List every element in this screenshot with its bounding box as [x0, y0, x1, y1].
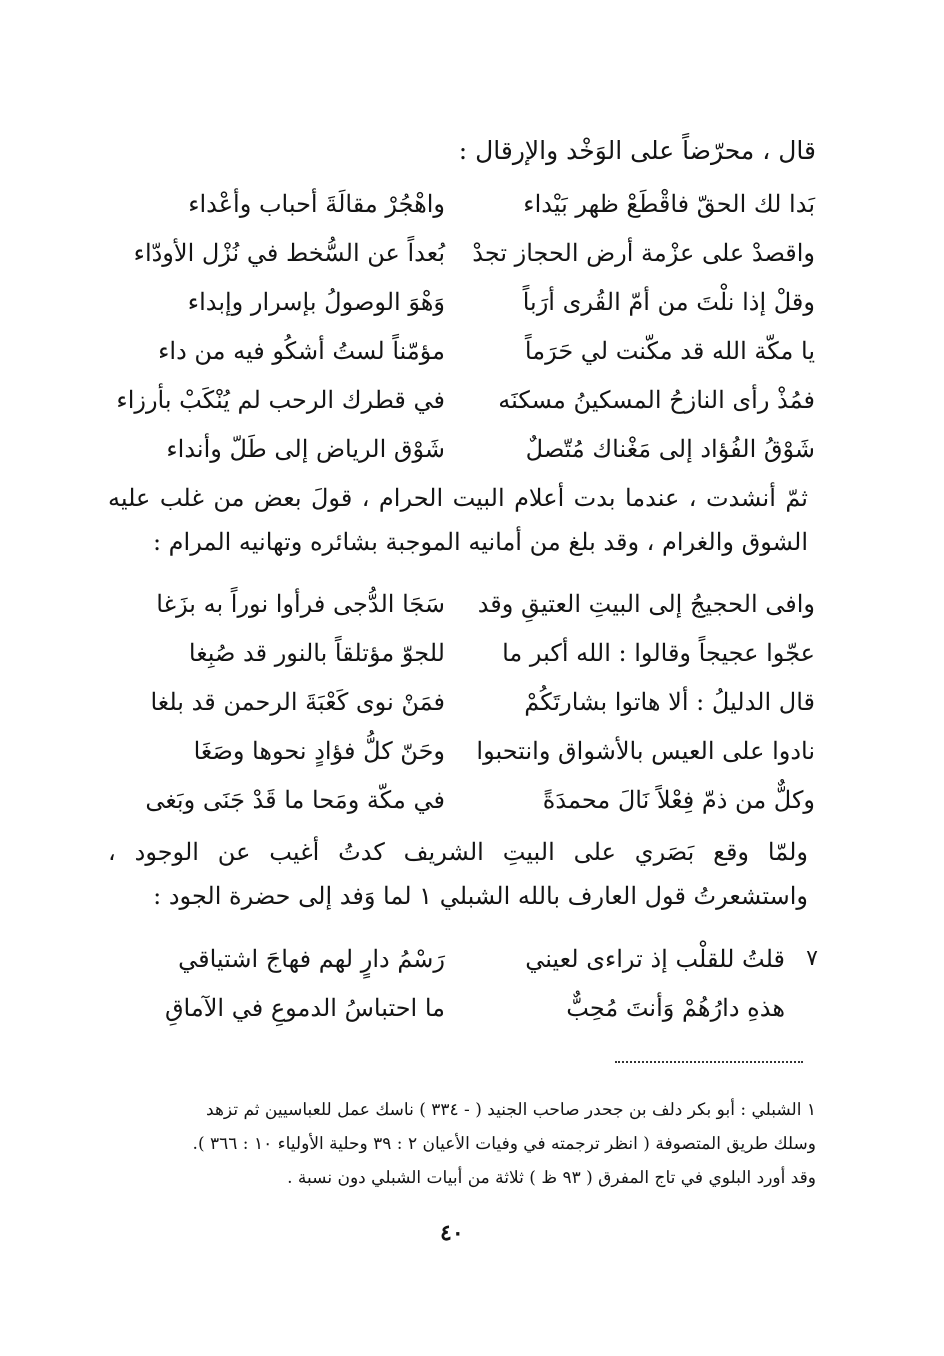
first-hemistich: يا مكّة الله قد مكّنت لي حَرَماً: [524, 337, 815, 365]
first-hemistich: وافى الحجيجُ إلى البيتِ العتيقِ وقد: [477, 590, 815, 618]
verse: [125, 190, 815, 239]
first-hemistich: قلتُ للقلْب إذ تراءى لعيني: [525, 945, 785, 973]
second-hemistich: في قطرك الرحب لم يُنْكَبْ بأرزاء: [116, 386, 445, 414]
verse: [125, 288, 815, 337]
second-hemistich: ما احتباسُ الدموعِ في الآماقِ: [164, 994, 445, 1022]
intro-line: قال ، محرّضاً على الوَخْد والإرقال :: [458, 136, 816, 165]
second-hemistich: للجوّ مؤتلقاً بالنور قد صُبِغا: [188, 639, 445, 667]
verse-marker: ٧: [806, 946, 818, 971]
second-hemistich: سَجَا الدُّجى فرأوا نوراً به بزَغا: [156, 590, 445, 618]
first-hemistich: بَدا لك الحقّ فاقْطَعْ ظهر بَيْداء: [523, 190, 815, 218]
first-hemistich: عجّوا عجيجاً وقالوا : الله أكبر ما: [502, 639, 815, 667]
second-hemistich: شَوْق الرياض إلى طَلّ وأنداء: [166, 435, 445, 463]
second-hemistich: مؤمّناً لستُ أشكُو فيه من داء: [158, 337, 445, 365]
verse: [125, 945, 785, 994]
first-hemistich: قال الدليلُ : ألا هاتوا بشارتَكُمْ: [524, 688, 815, 716]
poem-3: [125, 945, 785, 1043]
first-hemistich: واقصدْ على عزْمة أرض الحجاز تجدْ: [472, 239, 815, 267]
page-number: ٤٠: [440, 1220, 464, 1246]
second-hemistich: رَسْمُ دارٍ لهم فهاجَ اشتياقي: [178, 945, 445, 973]
second-hemistich: فمَنْ نوى كَعْبَةَ الرحمن قد بلغا: [150, 688, 445, 716]
second-hemistich: وحَنّ كلُّ فؤادٍ نحوها وصَغَا: [193, 737, 445, 765]
first-hemistich: نادوا على العيس بالأشواق وانتحبوا: [476, 737, 815, 765]
verse: [125, 590, 815, 639]
paragraph-2: ولمّا وقع بَصَري على البيتِ الشريف كدتُ أغيب عن الوجود ، واستشعرتُ قول العارف بالله الشبلي ١ لما وَفد إلى حضرة الجود :: [108, 838, 808, 910]
poem-2: [125, 590, 815, 835]
footnotes: [110, 1093, 816, 1195]
verse: [125, 737, 815, 786]
paragraph-1: ثمّ أنشدت ، عندما بدت أعلام البيت الحرام ، قولَ بعض من غلب عليه الشوق والغرام ، وقد بلغ من أمانيه الموجبة بشائره وتهانيه المرام :: [108, 484, 808, 556]
first-hemistich: وكلٌّ من ذمّ فِعْلاً نَالَ محمدَةً: [542, 786, 815, 814]
verse: [125, 994, 785, 1043]
first-hemistich: فمُذْ رأى النازحُ المسكينُ مسكنَه: [498, 386, 815, 414]
footnote-line: وسلك طريق المتصوفة ( انظر ترجمته في وفيات الأعيان ٢ : ٣٩ وحلية الأولياء ١٠ : ٣٦٦ ).: [192, 1134, 816, 1154]
verse: [125, 337, 815, 386]
footnote-line: وقد أورد البلوي في تاج المفرق ( ٩٣ ظ ) ثلاثة من أبيات الشبلي دون نسبة .: [287, 1168, 816, 1188]
poem-1: [116, 190, 815, 484]
verse: [125, 639, 815, 688]
first-hemistich: شَوْقُ الفُؤاد إلى مَغْناك مُتّصلٌ: [525, 435, 815, 463]
verse: [116, 386, 815, 435]
footnote-line: ١ الشبلي : أبو بكر دلف بن جحدر صاحب الجنيد ( - ٣٣٤ ) ناسك عمل للعباسيين ثم تزهد: [206, 1100, 816, 1120]
verse: [125, 239, 815, 288]
second-hemistich: وَهْوَ الوصولُ بإسرار وإبداء: [187, 288, 445, 316]
second-hemistich: في مكّة ومَحا ما قَدْ جَنَى وبَغى: [145, 786, 445, 814]
footnote-divider: [615, 1061, 803, 1063]
verse: [125, 688, 815, 737]
first-hemistich: هذهِ دارُهُمْ وَأنتَ مُحِبٌّ: [566, 994, 785, 1022]
second-hemistich: واهْجُرْ مقالَةَ أحباب وأعْداء: [188, 190, 445, 218]
verse: [125, 786, 815, 835]
first-hemistich: وقلْ إذا نلْتَ من أمّ القُرى أرَباً: [522, 288, 815, 316]
second-hemistich: بُعداً عن السُّخط في نُزْل الأودّاء: [133, 239, 445, 267]
